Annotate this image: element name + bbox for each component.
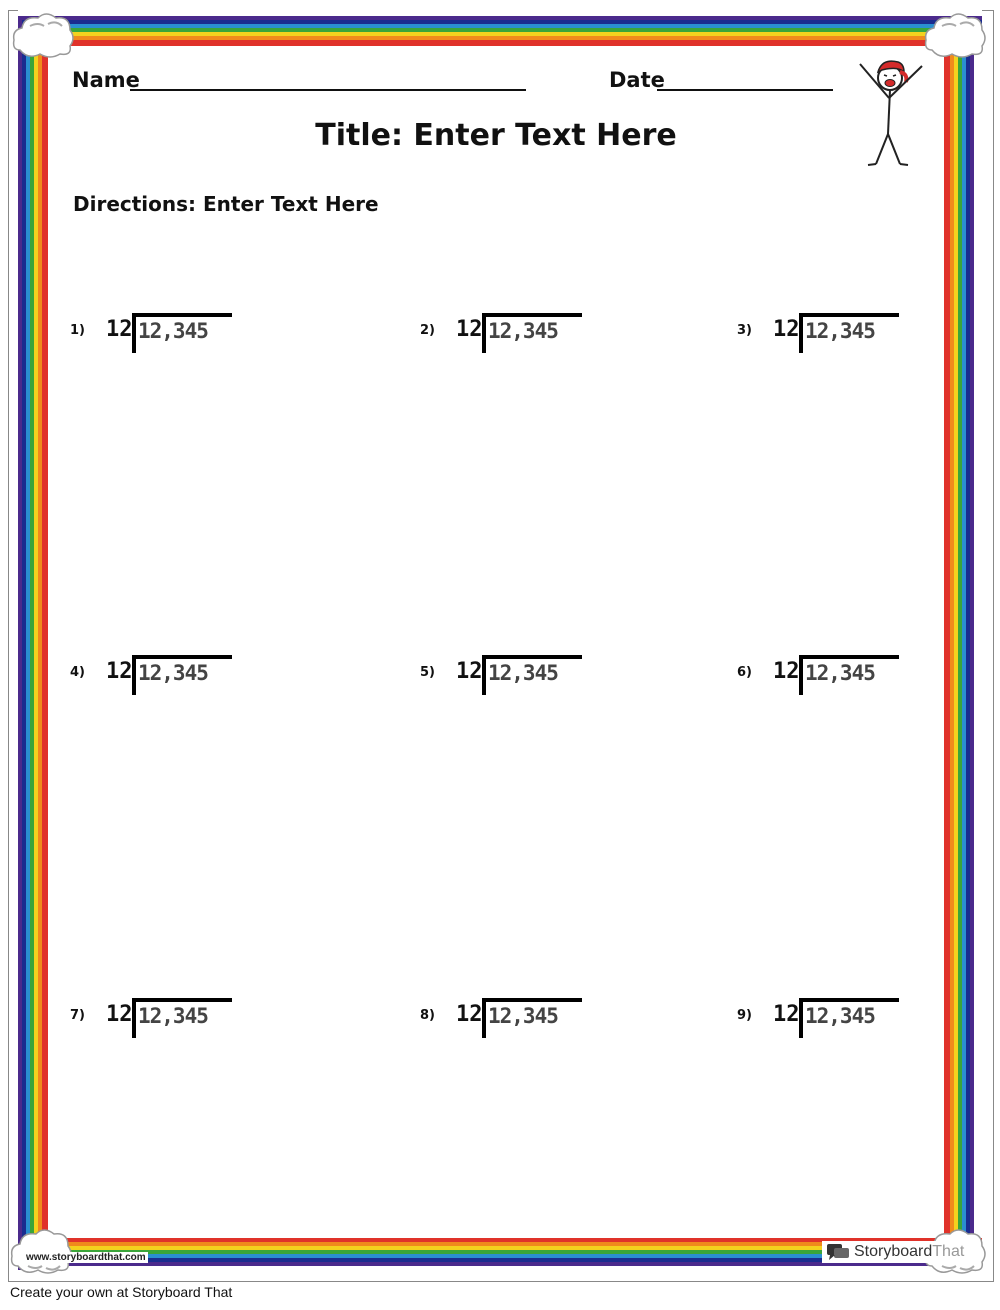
dividend[interactable]: 12,345 — [138, 319, 208, 343]
divisor[interactable]: 12 — [106, 317, 133, 342]
division-problem — [70, 313, 270, 373]
division-problem — [420, 313, 620, 373]
problem-number: 2) — [420, 323, 435, 338]
name-field[interactable] — [130, 89, 526, 91]
dividend[interactable]: 12,345 — [805, 319, 875, 343]
dividend[interactable]: 12,345 — [138, 1004, 208, 1028]
rainbow-border-left — [14, 20, 48, 1270]
divisor[interactable]: 12 — [773, 317, 800, 342]
cloud-icon — [922, 10, 988, 62]
division-problem — [420, 655, 620, 715]
date-label: Date — [609, 68, 665, 92]
dividend[interactable]: 12,345 — [488, 1004, 558, 1028]
rainbow-border-right — [944, 20, 978, 1270]
division-problem — [70, 998, 270, 1058]
problem-number: 5) — [420, 665, 435, 680]
dividend[interactable]: 12,345 — [805, 661, 875, 685]
storyboardthat-url-watermark: www.storyboardthat.com — [26, 1252, 146, 1263]
date-field[interactable] — [657, 89, 833, 91]
logo-text-that: That — [932, 1243, 965, 1260]
cloud-icon — [10, 10, 76, 62]
division-problem — [737, 655, 937, 715]
divisor[interactable]: 12 — [456, 317, 483, 342]
problem-number: 9) — [737, 1008, 752, 1023]
storyboardthat-logo[interactable] — [822, 1241, 968, 1263]
page-title[interactable]: Title: Enter Text Here — [315, 118, 677, 153]
divisor[interactable]: 12 — [456, 659, 483, 684]
divisor[interactable]: 12 — [773, 1002, 800, 1027]
division-problem — [737, 313, 937, 373]
dividend[interactable]: 12,345 — [138, 661, 208, 685]
divisor[interactable]: 12 — [456, 1002, 483, 1027]
stick-figure-with-red-cap-icon — [852, 54, 928, 172]
problem-number: 6) — [737, 665, 752, 680]
directions-text[interactable]: Directions: Enter Text Here — [73, 192, 379, 216]
name-label: Name — [72, 68, 140, 92]
problem-number: 4) — [70, 665, 85, 680]
division-problem — [737, 998, 937, 1058]
problem-number: 3) — [737, 323, 752, 338]
dividend[interactable]: 12,345 — [488, 319, 558, 343]
division-problem — [70, 655, 270, 715]
problem-number: 7) — [70, 1008, 85, 1023]
footer-credit[interactable]: Create your own at Storyboard That — [10, 1284, 233, 1300]
problem-number: 8) — [420, 1008, 435, 1023]
divisor[interactable]: 12 — [773, 659, 800, 684]
division-problem — [420, 998, 620, 1058]
dividend[interactable]: 12,345 — [805, 1004, 875, 1028]
speech-bubble-icon — [826, 1243, 850, 1261]
divisor[interactable]: 12 — [106, 1002, 133, 1027]
logo-text-storyboard: Storyboard — [854, 1243, 933, 1260]
dividend[interactable]: 12,345 — [488, 661, 558, 685]
rainbow-border-top — [18, 10, 982, 46]
problem-number: 1) — [70, 323, 85, 338]
divisor[interactable]: 12 — [106, 659, 133, 684]
worksheet-content-area — [48, 46, 944, 1238]
